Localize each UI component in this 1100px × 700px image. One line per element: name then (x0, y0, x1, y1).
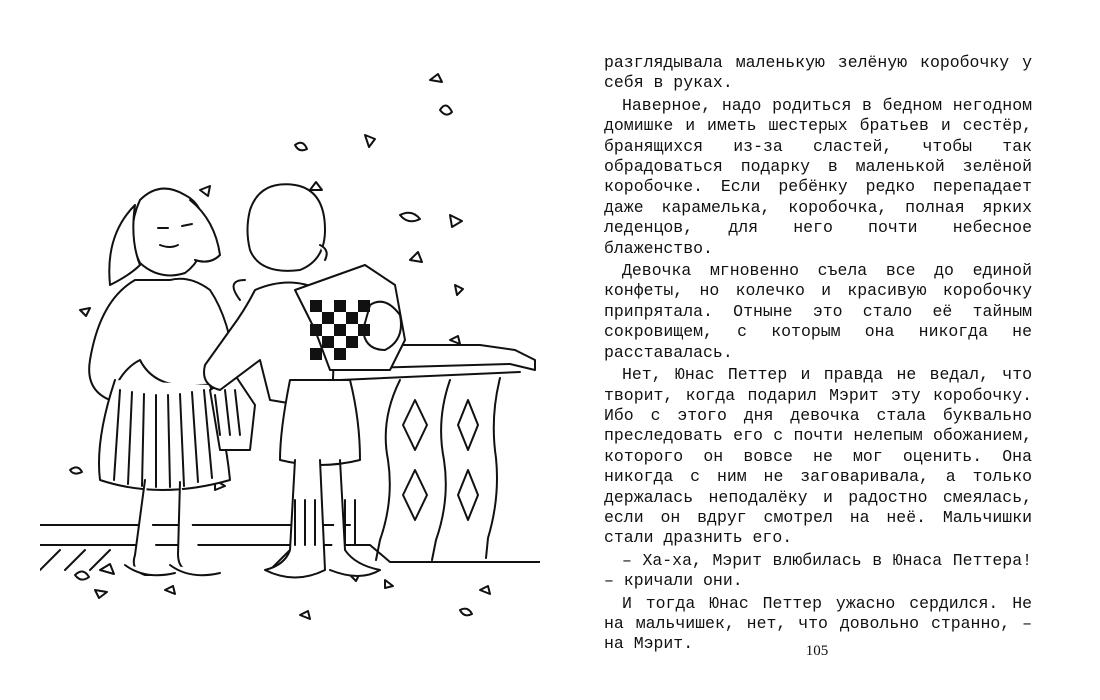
paragraph: Девочка мгновенно съела все до единой конфеты, но колечко и красивую коробочку припрятала. Отныне это стало её тайным сокровищем, с которым она никогда не расставалась. (604, 261, 1032, 362)
paragraph: – Ха-ха, Мэрит влюбилась в Юнаса Петтера! – кричали они. (604, 550, 1032, 591)
paragraph: Наверное, надо родиться в бедном негодном домишке и иметь шестерых братьев и сестёр, бранящихся из-за сластей, чтобы так обрадоваться подарку в маленькой зелёной коробочке. Если ребёнку редко перепадает даже карамелька, коробочка, полная ярких леденцов, для него почти небесное блаженство. (604, 95, 1032, 258)
body-text (604, 53, 1032, 657)
paragraph: разглядывала маленькую зелёную коробочку у себя в руках. (604, 53, 1032, 93)
paragraph: Нет, Юнас Петтер и правда не ведал, что творит, когда подарил Мэрит эту коробочку. Ибо с этого дня девочка стала буквально преследовать его с почти нелепым обожанием, которого он вовсе не мог оценить. Она никогда с ним не заговаривала, а только держалась неподалёку и радостно смеялась, если он вдруг смотрел на неё. Мальчишки стали дразнить его. (604, 365, 1032, 548)
paragraph: И тогда Юнас Петтер ужасно сердился. Не на мальчишек, нет, что довольно странно, – на Мэрит. (604, 593, 1032, 654)
page-number: 105 (805, 643, 829, 659)
illustration-boy-and-girl (40, 50, 540, 630)
